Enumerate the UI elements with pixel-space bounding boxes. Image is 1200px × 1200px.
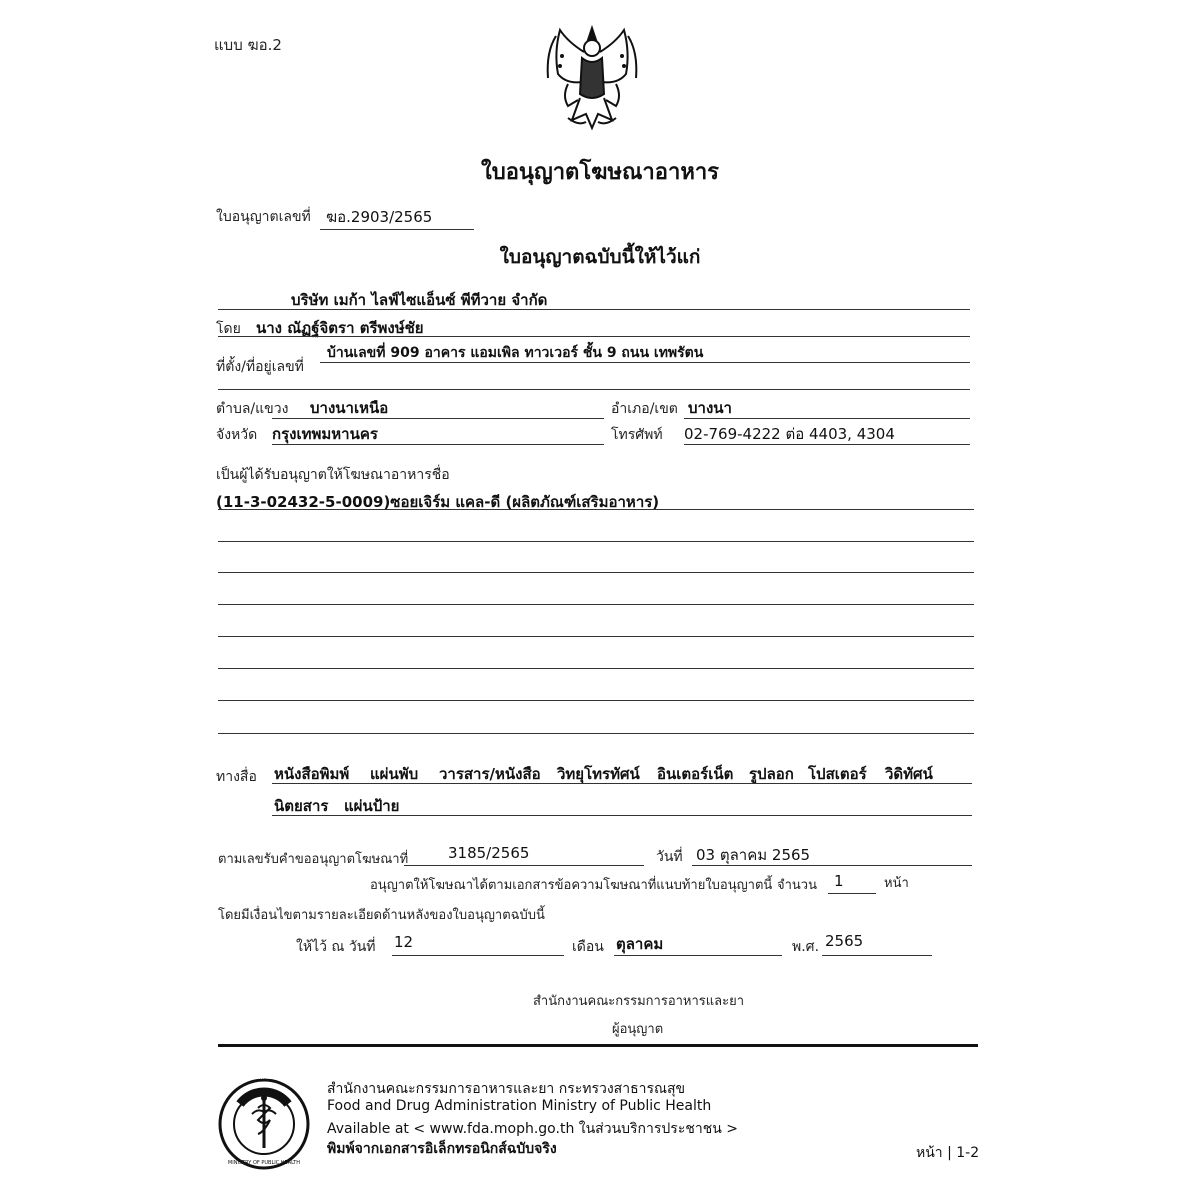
media-item: อินเตอร์เน็ต [657, 765, 734, 783]
blank-line [218, 733, 974, 734]
request-date-underline [692, 865, 972, 866]
footer-line-url: Available at < www.fda.moph.go.th ในส่วนบริการประชาชน > [327, 1121, 738, 1137]
district-underline [684, 418, 970, 419]
issued-day-underline [392, 955, 564, 956]
company-name: บริษัท เมก้า ไลฟ์ไซแอ็นซ์ พีทีวาย จำกัด [291, 291, 548, 309]
representative-name: นาง ณัฏฐ์จิตรา ตรีพงษ์ชัย [256, 319, 424, 337]
product-label: เป็นผู้ได้รับอนุญาตให้โฆษณาอาหารชื่อ [216, 467, 450, 483]
phone-value: 02-769-4222 ต่อ 4403, 4304 [684, 425, 895, 443]
subdistrict-value: บางนาเหนือ [310, 399, 389, 417]
phone-underline [684, 444, 970, 445]
footer-line-en: Food and Drug Administration Ministry of Public Health [327, 1098, 712, 1114]
request-no-label: ตามเลขรับคำขออนุญาตโฆษณาที่ [218, 852, 409, 867]
authority: สำนักงานคณะกรรมการอาหารและยา [533, 994, 745, 1009]
conditions-text: โดยมีเงื่อนไขตามรายละเอียดด้านหลังของใบอนุญาตฉบับนี้ [218, 908, 545, 923]
granted-to-heading: ใบอนุญาตฉบับนี้ให้ไว้แก่ [499, 246, 701, 268]
footer-divider [218, 1044, 978, 1047]
page-number: หน้า | 1-2 [916, 1145, 980, 1161]
company-underline [218, 309, 970, 310]
subdistrict-underline [272, 418, 604, 419]
footer-line-th: สำนักงานคณะกรรมการอาหารและยา กระทรวงสาธารณสุข [327, 1081, 686, 1097]
footer-line-print: พิมพ์จากเอกสารอิเล็กทรอนิกส์ฉบับจริง [327, 1141, 557, 1157]
pages-underline [828, 893, 876, 894]
media-item: วารสาร/หนังสือ [439, 765, 541, 783]
media-item: นิตยสาร [274, 797, 329, 815]
attachment-text: อนุญาตให้โฆษณาได้ตามเอกสารข้อความโฆษณาที่แนบท้ายใบอนุญาตนี้ [370, 878, 773, 893]
address-underline-2 [218, 389, 970, 390]
media-label: ทางสื่อ [216, 769, 257, 785]
request-date-label: วันที่ [656, 849, 683, 865]
province-underline [272, 444, 604, 445]
media-item: วิดิทัศน์ [885, 765, 933, 783]
blank-line [218, 541, 974, 542]
licensor: ผู้อนุญาต [612, 1022, 664, 1037]
by-label: โดย [216, 321, 241, 337]
form-code: แบบ ฆอ.2 [214, 36, 282, 54]
pages-count: 1 [834, 872, 844, 890]
issued-day: 12 [394, 933, 414, 951]
issued-year-underline [822, 955, 932, 956]
phone-label: โทรศัพท์ [611, 427, 663, 443]
request-no-value: 3185/2565 [448, 844, 530, 862]
garuda-emblem-icon [538, 22, 646, 134]
address-underline [320, 362, 970, 363]
request-no-underline [404, 865, 644, 866]
province-value: กรุงเทพมหานคร [272, 425, 378, 443]
product-value: (11-3-02432-5-0009)ซอยเจิร์ม แคล-ดี (ผลิตภัณฑ์เสริมอาหาร) [216, 493, 660, 511]
address-label: ที่ตั้ง/ที่อยู่เลขที่ [216, 359, 304, 375]
media-item: วิทยุโทรทัศน์ [557, 765, 640, 783]
pages-unit: หน้า [884, 876, 909, 891]
year-label: พ.ศ. [792, 939, 820, 955]
document-title: ใบอนุญาตโฆษณาอาหาร [481, 160, 719, 185]
blank-line [218, 700, 974, 701]
media-underline [272, 783, 972, 784]
media-item: แผ่นป้าย [344, 797, 400, 815]
ministry-seal-icon [218, 1078, 310, 1170]
media-item: รูปลอก [749, 765, 794, 783]
issued-year: 2565 [825, 932, 864, 950]
blank-line [218, 604, 974, 605]
license-no-underline [320, 229, 474, 230]
province-label: จังหวัด [216, 427, 258, 443]
issued-label: ให้ไว้ ณ วันที่ [296, 939, 376, 955]
request-date-value: 03 ตุลาคม 2565 [696, 846, 811, 864]
seal-bottom-text: MINISTRY OF PUBLIC HEALTH [227, 1160, 301, 1166]
district-value: บางนา [688, 399, 732, 417]
seal-top-text: กระทรวงสาธารณสุข [236, 1074, 292, 1081]
license-no-label: ใบอนุญาตเลขที่ [216, 209, 311, 225]
product-underline [218, 509, 974, 510]
issued-month: ตุลาคม [616, 935, 664, 953]
blank-line [218, 636, 974, 637]
blank-line [218, 668, 974, 669]
media-item: หนังสือพิมพ์ [274, 765, 350, 783]
address-value: บ้านเลขที่ 909 อาคาร แอมเพิล ทาวเวอร์ ชั้น 9 ถนน เทพรัตน [327, 345, 704, 361]
district-label: อำเภอ/เขต [611, 401, 678, 417]
media-item: แผ่นพับ [370, 765, 419, 783]
blank-line [218, 572, 974, 573]
pages-label: จำนวน [777, 878, 817, 893]
media-item: โปสเตอร์ [808, 765, 867, 783]
month-label: เดือน [572, 939, 604, 955]
license-no: ฆอ.2903/2565 [326, 208, 433, 226]
subdistrict-label: ตำบล/แขวง [216, 401, 289, 417]
representative-underline [218, 336, 970, 337]
issued-month-underline [614, 955, 782, 956]
media-underline-2 [272, 815, 972, 816]
